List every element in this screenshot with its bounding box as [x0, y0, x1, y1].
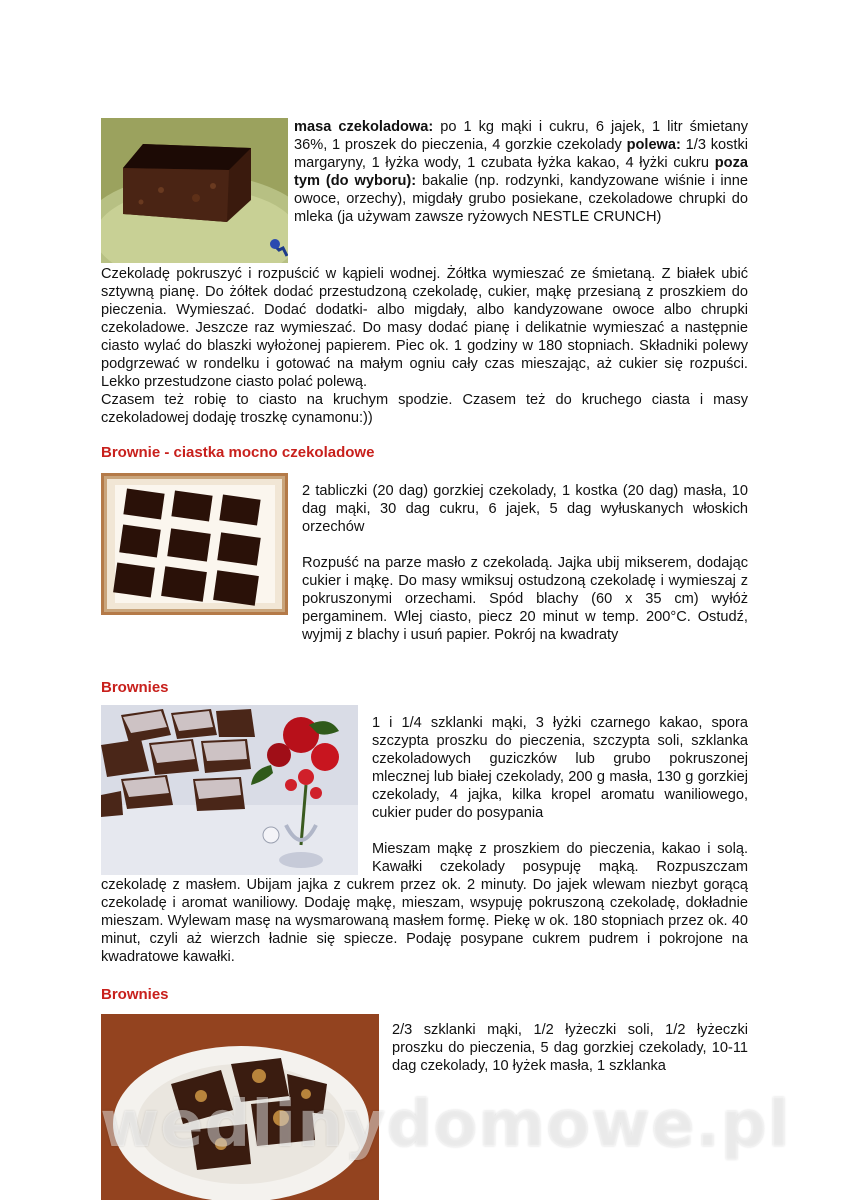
recipe-1-method: Czekoladę pokruszyć i rozpuścić w kąpieli wodnej. Żółtka wymieszać ze śmietaną. Z białek ubić sztywną pianę. Do żółtek dodać przestudzoną czekoladę, cukier, mąkę przesianą z proszkiem do pieczenia. Wymieszać. Dodać dodatki- albo migdały, albo kandyzowane owoce albo chrupki czekoladowe. Jeszcze raz wymieszać. Do masy dodać pianę i delikatnie wymieszać a następnie ciasto wylać do blaszki wyłożonej papierem. Piec ok. 1 godziny w 180 stopniach. Składniki polewy podgrzewać w rondelku i gotować na małym ogniu cały czas mieszając, aż cukier się rozpuści. Lekko przestudzone ciasto polać polewą.: [101, 266, 748, 390]
chocolate-cake-photo: [101, 118, 288, 263]
recipe-4-title: Brownies: [101, 986, 169, 1003]
recipe-1: [101, 118, 748, 427]
recipe-4-ingredients: 2/3 szklanki mąki, 1/2 łyżeczki soli, 1/2 łyżeczki proszku do pieczenia, 5 dag gorzkiej czekolady, 10-11 dag czekolady, 10 łyżek masła, 1 szklanka: [392, 1022, 748, 1074]
recipe-2-ingredients: 2 tabliczki (20 dag) gorzkiej czekolady, 1 kostka (20 dag) masła, 10 dag mąki, 30 dag cukru, 6 jajek, 5 dag wyłuskanych włoskich orzechów: [302, 483, 748, 535]
recipe-2-method: Rozpuść na parze masło z czekoladą. Jajka ubij mikserem, dodając cukier i mąkę. Do masy wmiksuj ostudzoną czekoladę i wymieszaj z pokruszonymi orzechami. Spód blachy (60 x 35 cm) wyłóż pergaminem. Wlej ciasto, piecz 20 minut w temp. 200°C. Ostudź, wyjmij z blachy i usuń papier. Pokrój na kwadraty: [302, 555, 748, 643]
recipe-2-text: [302, 482, 748, 644]
recipe-4-text: [392, 1021, 748, 1075]
brownie-squares-photo: [101, 473, 288, 615]
recipe-1-ingredients: masa czekoladowa: po 1 kg mąki i cukru, 6 jajek, 1 litr śmietany 36%, 1 proszek do pieczenia, 4 gorzkie czekolady polewa: 1/3 kostki margaryny, 1 łyżka wody, 1 czubata łyżka kakao, 4 łyżki cukru poza tym (do wyboru): bakalie (np. rodzynki, kandyzowane wiśnie i inne owoce, orzechy), migdały grubo posiekane, czekoladowe chrupki do mleka (ja używam zawsze ryżowych NESTLE CRUNCH): [294, 119, 749, 225]
brownies-with-roses-photo: [101, 705, 358, 875]
recipe-3: [101, 705, 748, 966]
recipe-3-method: Mieszam mąkę z proszkiem do pieczenia, kakao i solą. Kawałki czekolady posypuję mąką. Rozpuszczam czekoladę z masłem. Ubijam jajka z cukrem przez ok. 2 minuty. Do jajek wlewam niezbyt gorącą czekoladę i aromat waniliowy. Dodaję mąkę, mieszam, wsypuję pokruszoną czekoladę, dokładnie mieszam. Wylewam masę na wysmarowaną masłem formę. Piekę w ok. 180 stopniach przez ok. 40 minut, czyli aż wierzch ładnie się spiecze. Podaję posypane cukrem pudrem i pokrojone na kwadratowe kawałki.: [101, 841, 748, 965]
watermark: wedlinydomowe.pl: [100, 1088, 791, 1162]
recipe-3-title: Brownies: [101, 679, 169, 696]
recipe-3-ingredients: 1 i 1/4 szklanki mąki, 3 łyżki czarnego kakao, spora szczypta proszku do pieczenia, szczypta soli, szklanka czekoladowych guziczków lub grubo pokruszonej mlecznej lub białej czekolady, 200 g masła, 130 g gorzkiej czekolady, 4 jajka, kilka kropel aromatu waniliowego, cukier puder do posypania: [372, 715, 748, 821]
recipe-2-title: Brownie - ciastka mocno czekoladowe: [101, 444, 375, 461]
recipe-1-note: Czasem też robię to ciasto na kruchym spodzie. Czasem też do kruchego ciasta i masy czekoladowej dodaję troszkę cynamonu:)): [101, 392, 748, 426]
